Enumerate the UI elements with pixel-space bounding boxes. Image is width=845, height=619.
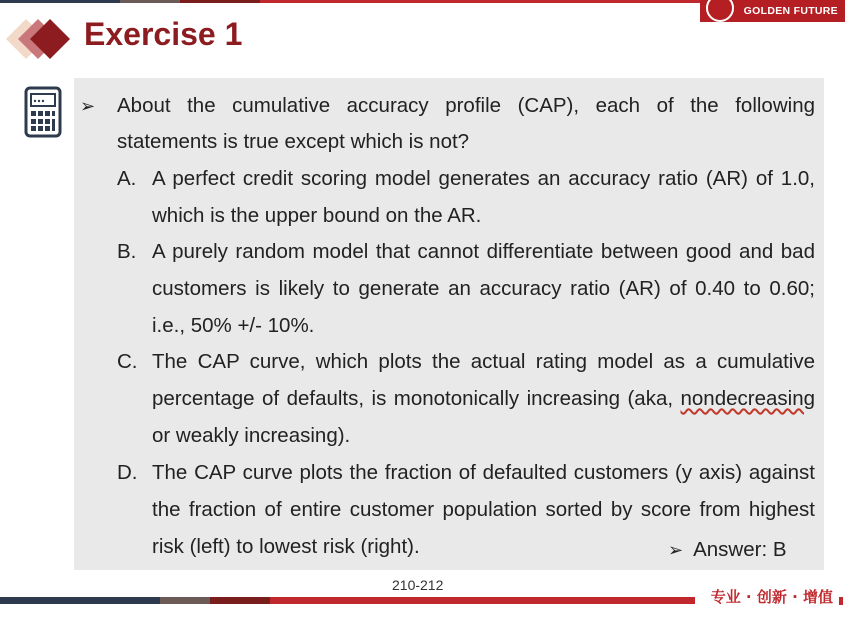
brand-logo xyxy=(700,0,845,22)
page-title: Exercise 1 xyxy=(84,16,243,52)
option-text: The CAP curve plots the fraction of defaulted customers (y axis) against the fraction of entire customer population sorted by score from highest risk (left) to lowest risk (right). xyxy=(152,461,815,558)
option-letter: D. xyxy=(117,461,138,484)
option-b xyxy=(117,233,815,344)
option-a xyxy=(117,160,815,234)
option-letter: A. xyxy=(117,167,137,190)
calculator-icon xyxy=(24,86,62,138)
logo-text: GOLDEN FUTURE xyxy=(743,5,838,17)
option-text: A perfect credit scoring model generates an accuracy ratio (AR) of 1.0, which is the upper bound on the AR. xyxy=(152,167,815,227)
answer xyxy=(668,532,787,568)
answer-arrow-icon: ➢ xyxy=(668,540,684,560)
bullet-arrow-icon: ➢ xyxy=(80,96,96,116)
seal-icon xyxy=(706,0,734,22)
question-text: About the cumulative accuracy profile (CAP), each of the following statements is true except which is not? xyxy=(117,94,815,153)
option-c xyxy=(117,343,815,454)
option-text: The CAP curve, which plots the actual rating model as a cumulative percentage of defaults, is monotonically increasing (aka, nondecreasing or weakly increasing). xyxy=(152,350,815,447)
slogan: 专业 · 创新 · 增值 xyxy=(695,586,845,608)
slogan-end-mark xyxy=(839,597,843,605)
spellcheck-word: nondecreasing xyxy=(680,387,815,410)
page-number: 210-212 xyxy=(392,577,444,593)
option-letter: B. xyxy=(117,240,137,263)
answer-label: Answer: B xyxy=(693,538,787,561)
question-panel xyxy=(74,78,824,570)
diamond-decoration-icon xyxy=(6,19,70,59)
option-letter: C. xyxy=(117,350,138,373)
option-text: A purely random model that cannot differentiate between good and bad customers is likely to generate an accuracy ratio (AR) of 0.40 to 0.60; i.e., 50% +/- 10%. xyxy=(152,240,815,337)
